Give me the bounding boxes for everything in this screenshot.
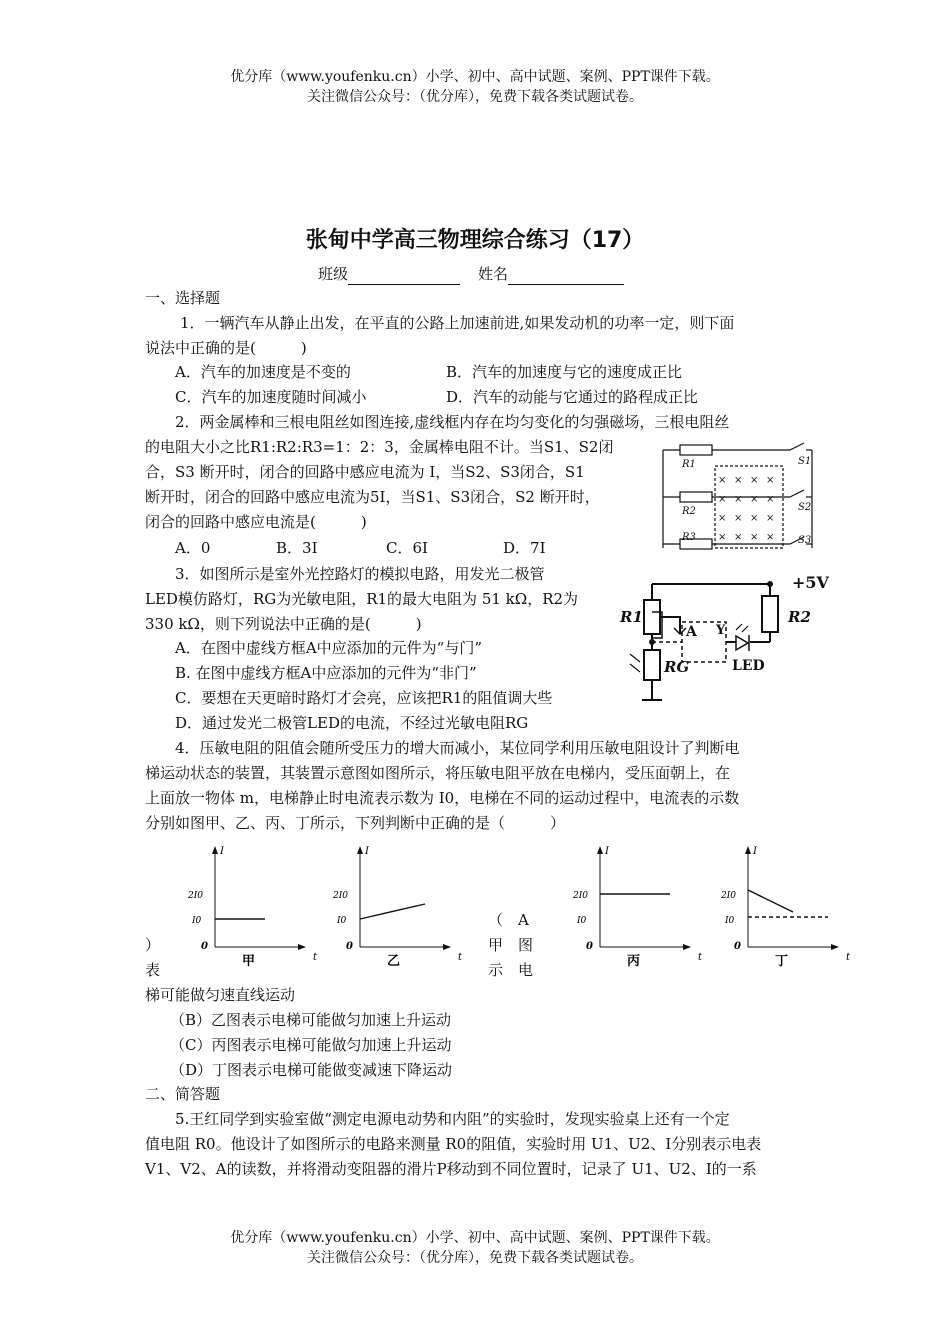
q5-line-2: 值电阻 R0。他设计了如图所示的电路来测量 R0的阻值，实验时用 U1、U2、I分别表示电表: [145, 1135, 762, 1153]
name-blank: [508, 268, 624, 285]
q4-line-3: 上面放一物体 m，电梯静止时电流表示数为 I0，电梯在不同的运动过程中，电流表的示数: [145, 789, 740, 807]
q2-field-cross: ×: [766, 513, 775, 524]
tick-label-2i0: 2I0: [721, 891, 737, 901]
graph-name-label: 乙: [387, 954, 401, 969]
q3-label-rg: RG: [664, 658, 690, 676]
q4-option-a-part-3: 示 电: [488, 961, 534, 979]
tick-label-2i0: 2I0: [188, 891, 204, 901]
class-label: 班级: [318, 265, 349, 283]
section-1-heading: 一、选择题: [145, 289, 221, 307]
q2-field-cross: ×: [734, 475, 743, 486]
tick-label-2i0: 2I0: [333, 891, 349, 901]
q3-label-voltage: +5V: [792, 573, 829, 592]
tick-label-i0: I0: [577, 916, 587, 926]
q1-option-d: D．汽车的动能与它通过的路程成正比: [446, 388, 699, 406]
q1-option-b: B．汽车的加速度与它的速度成正比: [446, 363, 683, 381]
q2-field-cross: ×: [750, 494, 759, 505]
tick-label-i0: I0: [337, 916, 347, 926]
q2-line-3: 合，S3 断开时，闭合的回路中感应电流为 I，当S2、S3闭合，S1: [145, 463, 585, 481]
current-line: [748, 890, 793, 912]
y-axis-label: I: [365, 846, 369, 857]
q3-line-2: LED模仿路灯，RG为光敏电阻，R1的最大电阻为 51 kΩ，R2为: [145, 590, 579, 608]
x-axis-arrow: [298, 944, 306, 950]
y-axis-arrow: [212, 846, 218, 854]
header-line-1: 优分库（www.youfenku.cn）小学、初中、高中试题、案例、PPT课件下载。: [230, 69, 720, 85]
header-line-2: 关注微信公众号：（优分库），免费下载各类试题试卷。: [307, 89, 643, 105]
q4-option-a-paren: ）: [145, 936, 161, 954]
q2-field-cross: ×: [718, 513, 727, 524]
page-title: 张甸中学高三物理综合练习（17）: [305, 228, 645, 253]
x-axis-label: t: [458, 952, 463, 963]
q2-circuit-figure: [660, 440, 820, 555]
graph-name-label: 甲: [242, 954, 256, 969]
q2-field-cross: ×: [718, 475, 727, 486]
q2-option-b: B．3I: [276, 539, 318, 557]
q4-option-a-part-1: （ A: [488, 911, 529, 929]
q2-line-1: 2．两金属棒和三根电阻丝如图连接,虚线框内存在均匀变化的匀强磁场，三根电阻丝: [175, 413, 730, 431]
q4-option-c: （C）丙图表示电梯可能做匀加速上升运动: [170, 1036, 452, 1054]
x-axis-label: t: [313, 952, 318, 963]
q3-option-a: A．在图中虚线方框A中应添加的元件为“与门”: [175, 639, 483, 657]
q1-option-a: A．汽车的加速度是不变的: [175, 363, 351, 381]
y-axis-arrow: [745, 846, 751, 854]
q2-option-a: A．0: [175, 539, 211, 557]
x-axis-arrow: [443, 944, 451, 950]
q2-label-r3: R3: [682, 532, 696, 543]
origin-label: 0: [201, 941, 208, 952]
origin-label: 0: [346, 941, 353, 952]
y-axis-label: I: [220, 846, 224, 857]
q4-graph-4: [720, 846, 850, 969]
y-axis-arrow: [597, 846, 603, 854]
q2-option-c: C．6I: [386, 539, 428, 557]
footer-line-2: 关注微信公众号：（优分库），免费下载各类试题试卷。: [307, 1250, 643, 1266]
q4-option-a-biao: 表: [145, 961, 161, 979]
q2-line-4: 断开时，闭合的回路中感应电流为5I，当S1、S3闭合，S2 断开时，: [145, 488, 600, 506]
q3-line-1: 3．如图所示是室外光控路灯的模拟电路，用发光二极管: [175, 565, 545, 583]
tick-label-i0: I0: [192, 916, 202, 926]
q4-graph-1: [187, 846, 318, 969]
q2-label-r2: R2: [682, 506, 696, 517]
origin-label: 0: [734, 941, 741, 952]
x-axis-arrow: [831, 944, 839, 950]
q4-line-2: 梯运动状态的装置，其装置示意图如图所示，将压敏电阻平放在电梯内，受压面朝上，在: [145, 764, 731, 782]
x-axis-label: t: [698, 952, 703, 963]
q2-field-cross: ×: [734, 532, 743, 543]
q2-field-cross: ×: [718, 494, 727, 505]
class-blank: [348, 268, 460, 285]
q4-line-4: 分别如图甲、乙、丙、丁所示，下列判断中正确的是（ ）: [145, 814, 566, 832]
q2-field-cross: ×: [766, 475, 775, 486]
q2-line-5: 闭合的回路中感应电流是( ): [145, 513, 367, 531]
q2-field-cross: ×: [766, 494, 775, 505]
graph-name-label: 丁: [775, 954, 789, 969]
origin-label: 0: [586, 941, 593, 952]
q4-graph-3: [572, 846, 703, 969]
q2-field-cross: ×: [734, 513, 743, 524]
q3-label-r2: R2: [788, 608, 811, 626]
q3-option-b: B. 在图中虚线方框A中应添加的元件为“非门”: [175, 664, 477, 682]
q3-label-a: A: [686, 624, 697, 640]
y-axis-label: I: [605, 846, 609, 857]
q1-line-2: 说法中正确的是( ): [145, 339, 307, 357]
q2-field-cross: ×: [718, 532, 727, 543]
q2-option-d: D．7I: [503, 539, 546, 557]
q3-line-3: 330 kΩ，则下列说法中正确的是( ): [145, 615, 422, 633]
q2-label-r1: R1: [682, 459, 696, 470]
q2-field-cross: ×: [750, 513, 759, 524]
q1-option-c: C．汽车的加速度随时间减小: [175, 388, 367, 406]
q2-label-s1: S1: [798, 456, 812, 467]
y-axis-label: I: [753, 846, 757, 857]
footer-line-1: 优分库（www.youfenku.cn）小学、初中、高中试题、案例、PPT课件下载。: [230, 1230, 720, 1246]
q3-option-d: D．通过发光二极管LED的电流，不经过光敏电阻RG: [175, 714, 529, 732]
q2-label-s2: S2: [798, 502, 812, 513]
q2-line-2: 的电阻大小之比R1:R2:R3=1：2：3，金属棒电阻不计。当S1、S2闭: [145, 438, 614, 456]
class-name-row: [318, 263, 642, 285]
q3-label-r1: R1: [620, 608, 643, 626]
section-2-heading: 二、简答题: [145, 1085, 221, 1103]
q4-option-d: （D）丁图表示电梯可能做变减速下降运动: [170, 1061, 453, 1079]
tick-label-i0: I0: [725, 916, 735, 926]
name-label: 姓名: [478, 265, 509, 283]
q3-option-c: C．要想在天更暗时路灯才会亮，应该把R1的阻值调大些: [175, 689, 553, 707]
x-axis-arrow: [683, 944, 691, 950]
tick-label-2i0: 2I0: [573, 891, 589, 901]
q4-option-b: （B）乙图表示电梯可能做匀加速上升运动: [170, 1011, 452, 1029]
current-line: [360, 904, 425, 919]
q2-field-cross: ×: [750, 532, 759, 543]
q3-label-y: Y: [716, 623, 726, 638]
q2-label-s3: S3: [798, 535, 812, 546]
q4-line-1: 4．压敏电阻的阻值会随所受压力的增大而减小，某位同学利用压敏电阻设计了判断电: [175, 739, 740, 757]
q4-option-a-end: 梯可能做匀速直线运动: [145, 986, 296, 1004]
q2-field-cross: ×: [750, 475, 759, 486]
q4-option-a-part-2: 甲 图: [488, 936, 534, 954]
x-axis-label: t: [846, 952, 850, 963]
q1-line-1: 1．一辆汽车从静止出发，在平直的公路上加速前进,如果发动机的功率一定，则下面: [180, 314, 735, 332]
graph-name-label: 丙: [627, 954, 641, 969]
q5-line-1: 5.王红同学到实验室做“测定电源电动势和内阻”的实验时，发现实验桌上还有一个定: [175, 1110, 730, 1128]
q4-graph-2: [332, 846, 463, 969]
q3-circuit-figure: [612, 572, 850, 710]
q2-field-cross: ×: [766, 532, 775, 543]
y-axis-arrow: [357, 846, 363, 854]
q2-field-cross: ×: [734, 494, 743, 505]
q5-line-3: V1、V2、A的读数，并将滑动变阻器的滑片P移动到不同位置时，记录了 U1、U2、I的一系: [145, 1160, 757, 1178]
q3-label-led: LED: [732, 658, 765, 674]
